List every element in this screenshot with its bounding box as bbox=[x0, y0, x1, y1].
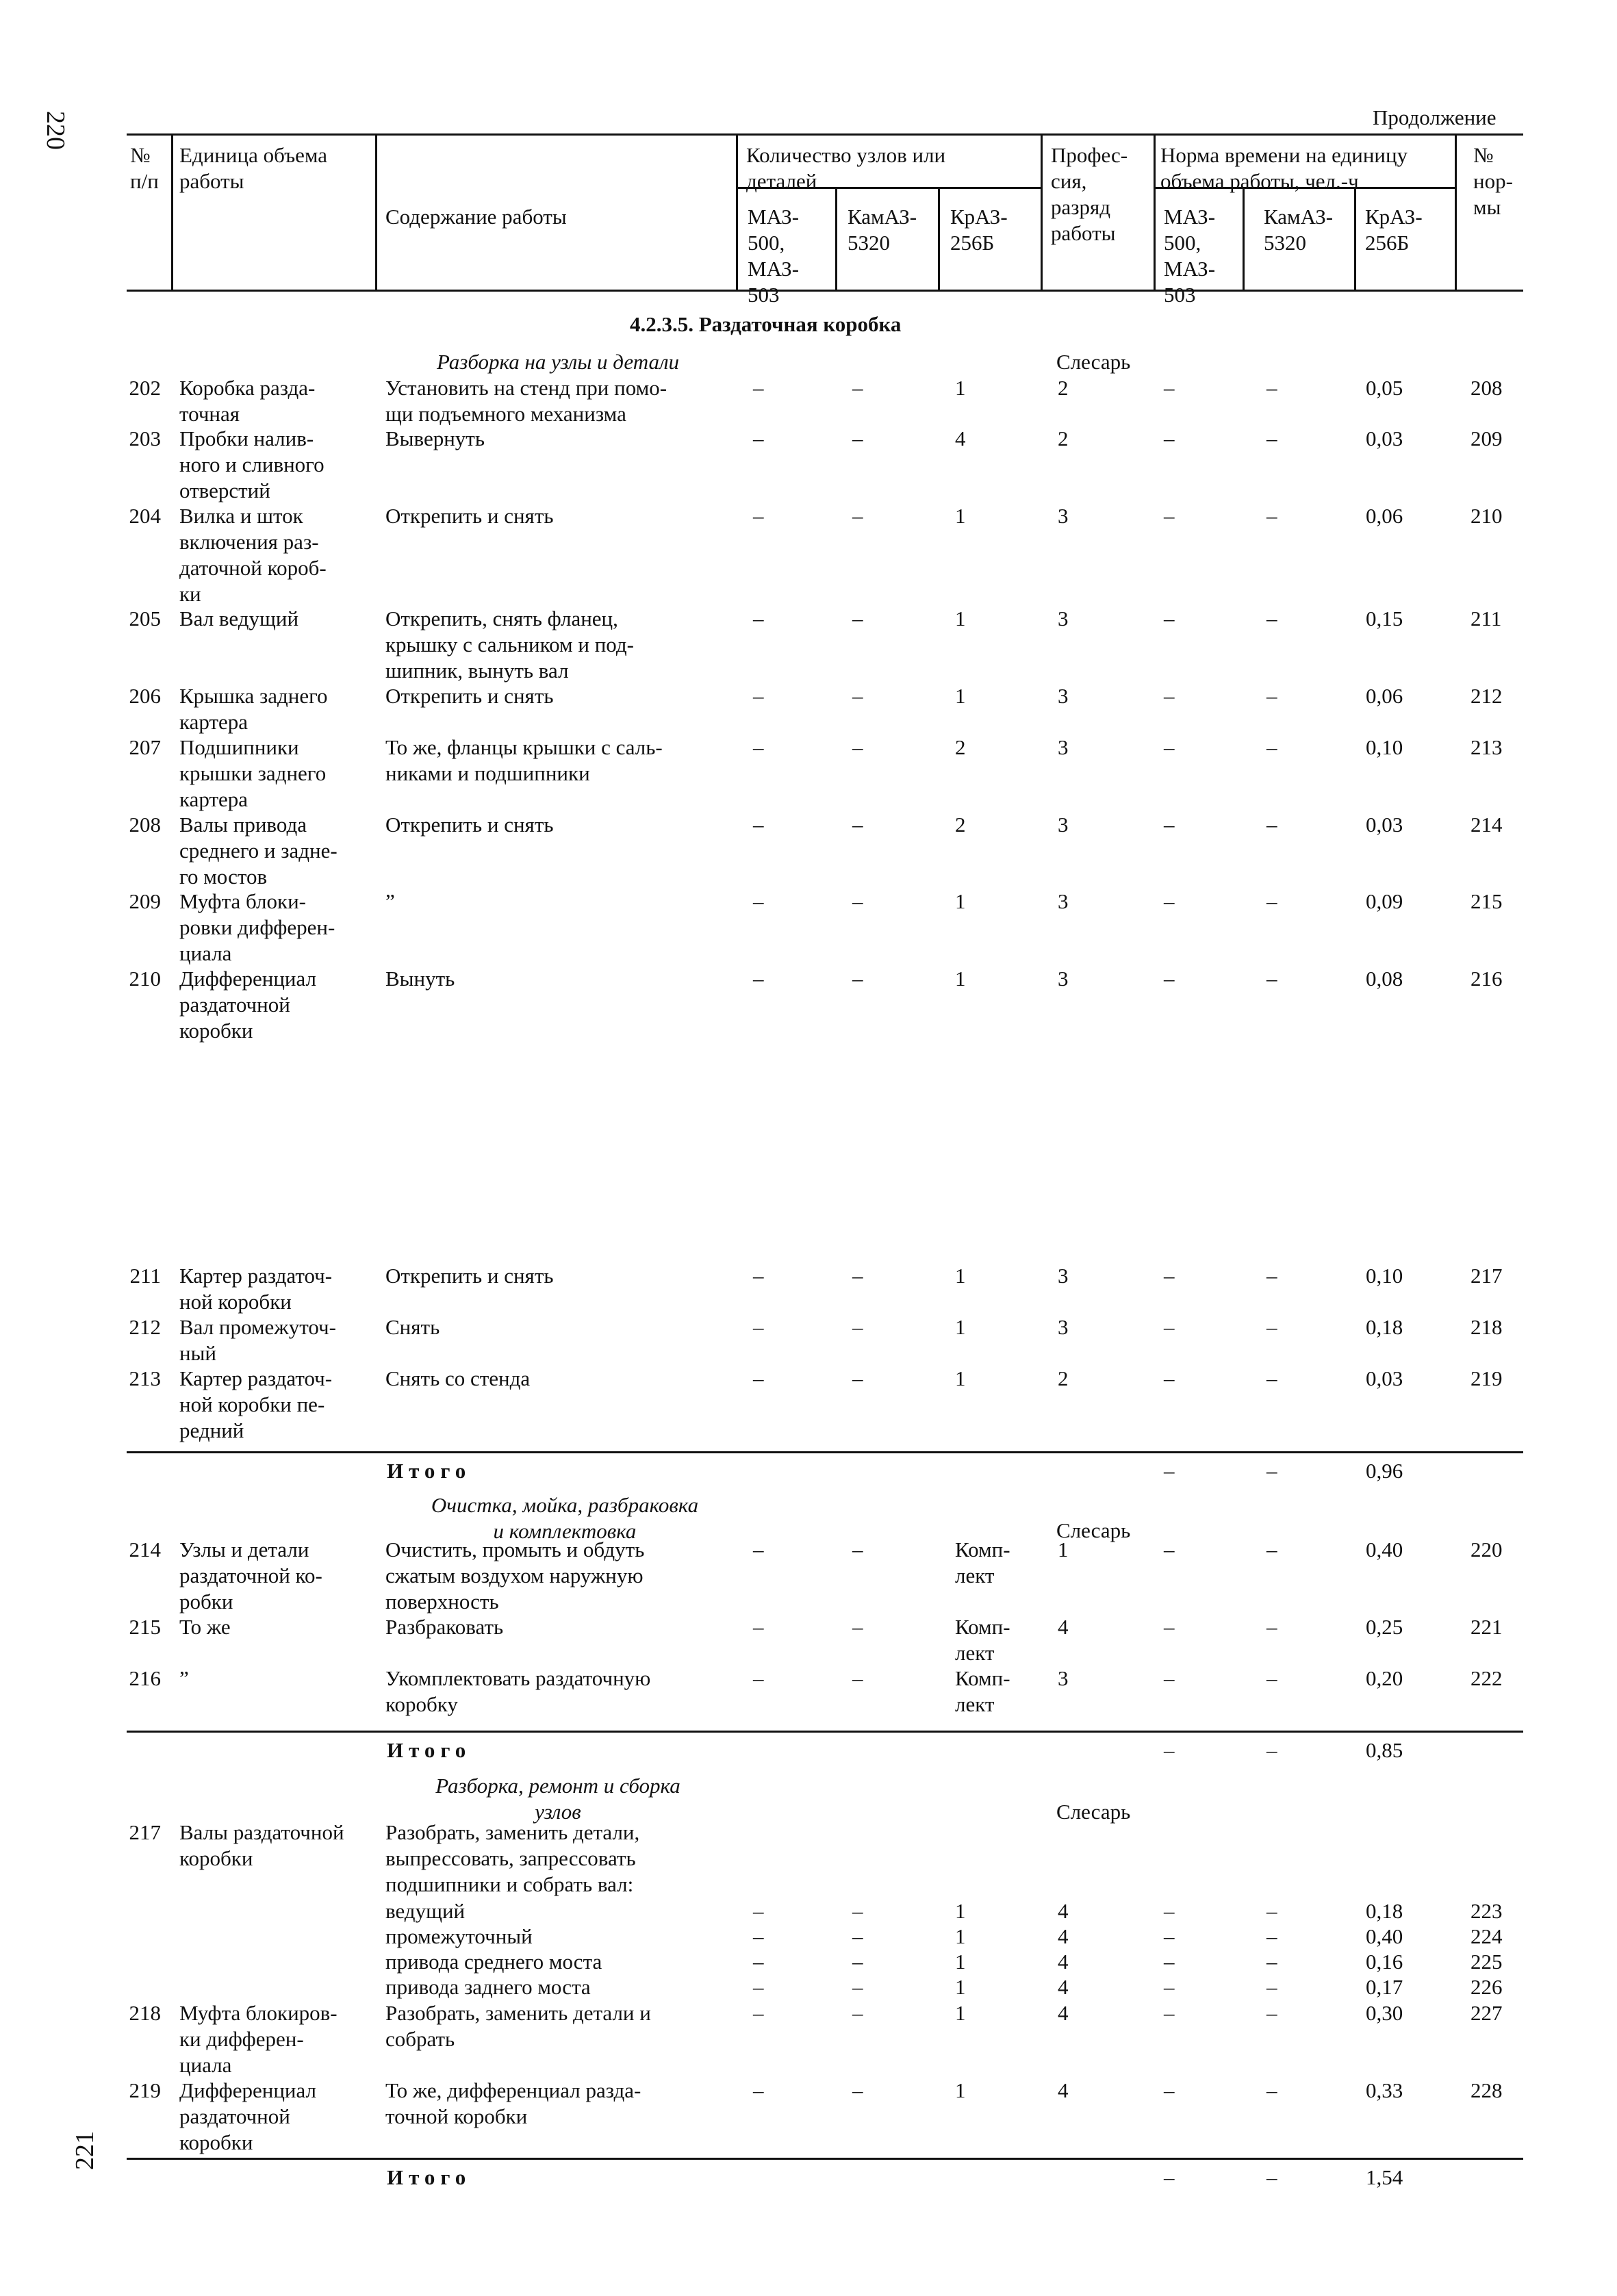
row-content: Установить на стенд при помо- щи подъемного механизма bbox=[385, 376, 667, 426]
row-grade: 2 bbox=[1058, 1366, 1069, 1390]
continuation-label: Продолжение bbox=[1373, 105, 1497, 129]
row-norm-maz: – bbox=[1164, 1924, 1175, 1948]
row-qty-kamaz: – bbox=[852, 1975, 863, 1999]
row-number: 216 bbox=[129, 1666, 161, 1690]
header-norm-kamaz: КамАЗ- 5320 bbox=[1264, 205, 1334, 255]
row-norm-kamaz: – bbox=[1266, 1975, 1277, 1999]
row-norm-kamaz: – bbox=[1266, 2078, 1277, 2102]
row-norm-kraz: 0,40 bbox=[1366, 1924, 1403, 1948]
row-content: Вынуть bbox=[385, 967, 455, 991]
row-number: 215 bbox=[129, 1615, 161, 1639]
row-norm-number: 217 bbox=[1470, 1264, 1503, 1288]
row-content: Очистить, промыть и обдуть сжатым воздухом наружную поверхность bbox=[385, 1538, 645, 1613]
row-norm-number: 211 bbox=[1470, 607, 1502, 630]
row-norm-kraz: 0,30 bbox=[1366, 2001, 1403, 2025]
row-qty-maz: – bbox=[753, 376, 764, 400]
row-unit: Дифференциал раздаточной коробки bbox=[179, 967, 317, 1043]
header-content: Содержание работы bbox=[385, 205, 567, 229]
header-qty-kamaz: КамАЗ- 5320 bbox=[848, 205, 917, 255]
row-norm-kraz: 0,17 bbox=[1366, 1975, 1403, 1999]
row-norm-maz: – bbox=[1164, 1315, 1175, 1339]
row-norm-kraz: 0,03 bbox=[1366, 813, 1403, 837]
total-value: – bbox=[1164, 2165, 1175, 2189]
row-norm-number: 220 bbox=[1470, 1538, 1503, 1561]
row-grade: 4 bbox=[1058, 1924, 1069, 1948]
row-content: привода среднего моста bbox=[385, 1950, 602, 1974]
subsection-profession: Слесарь bbox=[1056, 350, 1131, 374]
row-qty-maz: – bbox=[753, 684, 764, 708]
row-qty-kamaz: – bbox=[852, 1366, 863, 1390]
row-grade: 3 bbox=[1058, 967, 1069, 991]
row-grade: 1 bbox=[1058, 1538, 1069, 1561]
total-value: 0,85 bbox=[1366, 1738, 1403, 1762]
row-qty-maz: – bbox=[753, 2078, 764, 2102]
row-norm-kraz: 0,09 bbox=[1366, 889, 1403, 913]
row-number: 212 bbox=[129, 1315, 161, 1339]
header-qty-kraz: КрАЗ- 256Б bbox=[950, 205, 1008, 255]
row-norm-number: 212 bbox=[1470, 684, 1503, 708]
row-qty-kamaz: – bbox=[852, 967, 863, 991]
row-norm-number: 219 bbox=[1470, 1366, 1503, 1390]
row-unit: Картер раздаточ- ной коробки bbox=[179, 1264, 333, 1314]
row-qty-kraz: 1 bbox=[955, 684, 966, 708]
row-qty-maz: – bbox=[753, 1899, 764, 1923]
row-grade: 3 bbox=[1058, 1315, 1069, 1339]
total-value: – bbox=[1266, 1738, 1277, 1762]
row-qty-kamaz: – bbox=[852, 607, 863, 630]
row-content: ведущий bbox=[385, 1899, 466, 1923]
row-norm-kamaz: – bbox=[1266, 1899, 1277, 1923]
row-norm-maz: – bbox=[1164, 1366, 1175, 1390]
row-content: Разобрать, заменить детали и собрать bbox=[385, 2001, 651, 2051]
header-norm-kraz: КрАЗ- 256Б bbox=[1365, 205, 1423, 255]
total-label: Итого bbox=[387, 1459, 472, 1483]
row-grade: 4 bbox=[1058, 2078, 1069, 2102]
row-qty-kraz: 1 bbox=[955, 504, 966, 528]
row-norm-number: 218 bbox=[1470, 1315, 1503, 1339]
total-value: – bbox=[1164, 1738, 1175, 1762]
row-qty-maz: – bbox=[753, 1264, 764, 1288]
row-unit: Картер раздаточ- ной коробки пе- редний bbox=[179, 1366, 333, 1442]
row-number: 205 bbox=[129, 607, 161, 630]
row-norm-maz: – bbox=[1164, 889, 1175, 913]
row-norm-kraz: 0,03 bbox=[1366, 1366, 1403, 1390]
row-number: 209 bbox=[129, 889, 161, 913]
row-qty-kraz: 1 bbox=[955, 967, 966, 991]
total-value: – bbox=[1164, 1459, 1175, 1483]
row-qty-maz: – bbox=[753, 1924, 764, 1948]
row-norm-kamaz: – bbox=[1266, 504, 1277, 528]
row-norm-number: 216 bbox=[1470, 967, 1503, 991]
row-number: 208 bbox=[129, 813, 161, 837]
row-unit: То же bbox=[179, 1615, 231, 1639]
header-norm: Норма времени на единицу объема работы, чел.-ч bbox=[1160, 143, 1408, 193]
total-value: – bbox=[1266, 1459, 1277, 1483]
row-norm-maz: – bbox=[1164, 1899, 1175, 1923]
row-qty-kraz: 2 bbox=[955, 813, 966, 837]
row-qty-maz: – bbox=[753, 967, 764, 991]
row-norm-kamaz: – bbox=[1266, 889, 1277, 913]
row-qty-kamaz: – bbox=[852, 1924, 863, 1948]
row-qty-kraz: 1 bbox=[955, 2078, 966, 2102]
row-qty-kraz: 1 bbox=[955, 1264, 966, 1288]
row-unit: Коробка разда- точная bbox=[179, 376, 316, 426]
row-qty-kraz: 1 bbox=[955, 1315, 966, 1339]
subsection-title: Очистка, мойка, разбраковка и комплектовка bbox=[431, 1493, 699, 1543]
row-norm-maz: – bbox=[1164, 2001, 1175, 2025]
row-qty-kamaz: – bbox=[852, 1950, 863, 1974]
row-number: 207 bbox=[129, 735, 161, 759]
row-qty-kamaz: – bbox=[852, 2078, 863, 2102]
row-norm-kamaz: – bbox=[1266, 1315, 1277, 1339]
row-qty-kamaz: – bbox=[852, 1666, 863, 1690]
subsection-profession: Слесарь bbox=[1056, 1800, 1131, 1824]
row-unit: Муфта блоки- ровки дифферен- циала bbox=[179, 889, 335, 965]
row-grade: 4 bbox=[1058, 2001, 1069, 2025]
row-norm-kamaz: – bbox=[1266, 684, 1277, 708]
row-content: Укомплектовать раздаточную коробку bbox=[385, 1666, 651, 1716]
row-qty-kamaz: – bbox=[852, 1899, 863, 1923]
row-norm-maz: – bbox=[1164, 684, 1175, 708]
row-qty-kraz: 1 bbox=[955, 1366, 966, 1390]
row-norm-kraz: 0,10 bbox=[1366, 735, 1403, 759]
row-qty-maz: – bbox=[753, 813, 764, 837]
row-unit: Валы раздаточной коробки bbox=[179, 1820, 344, 1870]
total-separator bbox=[127, 1731, 1523, 1733]
header-unit: Единица объема работы bbox=[179, 143, 328, 193]
row-norm-number: 215 bbox=[1470, 889, 1503, 913]
row-norm-maz: – bbox=[1164, 1975, 1175, 1999]
row-unit: Крышка заднего картера bbox=[179, 684, 328, 734]
row-grade: 3 bbox=[1058, 607, 1069, 630]
row-content: Открепить и снять bbox=[385, 684, 554, 708]
row-number: 219 bbox=[129, 2078, 161, 2102]
row-norm-number: 224 bbox=[1470, 1924, 1503, 1948]
row-norm-number: 209 bbox=[1470, 426, 1503, 450]
row-qty-kamaz: – bbox=[852, 504, 863, 528]
row-norm-kamaz: – bbox=[1266, 376, 1277, 400]
row-norm-maz: – bbox=[1164, 504, 1175, 528]
row-qty-kamaz: – bbox=[852, 735, 863, 759]
row-grade: 3 bbox=[1058, 889, 1069, 913]
row-unit: Валы привода среднего и задне- го мостов bbox=[179, 813, 338, 889]
row-norm-kraz: 0,20 bbox=[1366, 1666, 1403, 1690]
row-qty-maz: – bbox=[753, 2001, 764, 2025]
row-grade: 3 bbox=[1058, 813, 1069, 837]
page-number-bottom: 221 bbox=[71, 2131, 99, 2170]
row-qty-maz: – bbox=[753, 735, 764, 759]
row-norm-kamaz: – bbox=[1266, 1264, 1277, 1288]
row-qty-kamaz: – bbox=[852, 376, 863, 400]
row-norm-number: 213 bbox=[1470, 735, 1503, 759]
row-qty-kraz: 1 bbox=[955, 2001, 966, 2025]
row-qty-kraz: 1 bbox=[955, 376, 966, 400]
row-qty-maz: – bbox=[753, 1615, 764, 1639]
row-qty-kamaz: – bbox=[852, 813, 863, 837]
row-number: 218 bbox=[129, 2001, 161, 2025]
total-separator bbox=[127, 2158, 1523, 2160]
row-qty-kamaz: – bbox=[852, 889, 863, 913]
row-content: Разбраковать bbox=[385, 1615, 504, 1639]
row-qty-kraz: 1 bbox=[955, 1899, 966, 1923]
row-norm-kraz: 0,06 bbox=[1366, 504, 1403, 528]
row-number: 204 bbox=[129, 504, 161, 528]
row-norm-kraz: 0,18 bbox=[1366, 1315, 1403, 1339]
row-qty-kraz: Комп- лект bbox=[955, 1666, 1010, 1716]
row-unit: Вал промежуточ- ный bbox=[179, 1315, 336, 1365]
row-norm-maz: – bbox=[1164, 376, 1175, 400]
row-number: 210 bbox=[129, 967, 161, 991]
row-unit: Узлы и детали раздаточной ко- робки bbox=[179, 1538, 322, 1613]
row-qty-maz: – bbox=[753, 1538, 764, 1561]
row-norm-kraz: 0,40 bbox=[1366, 1538, 1403, 1561]
row-content: Вывернуть bbox=[385, 426, 485, 450]
row-grade: 3 bbox=[1058, 735, 1069, 759]
row-grade: 4 bbox=[1058, 1615, 1069, 1639]
header-qty-maz: МАЗ- 500, МАЗ- 503 bbox=[748, 205, 800, 307]
row-norm-kraz: 0,08 bbox=[1366, 967, 1403, 991]
row-norm-number: 228 bbox=[1470, 2078, 1503, 2102]
row-qty-kraz: 1 bbox=[955, 889, 966, 913]
row-grade: 4 bbox=[1058, 1975, 1069, 1999]
row-number: 217 bbox=[129, 1820, 161, 1844]
row-norm-maz: – bbox=[1164, 1264, 1175, 1288]
total-label: Итого bbox=[387, 1738, 472, 1762]
row-number: 213 bbox=[129, 1366, 161, 1390]
row-grade: 2 bbox=[1058, 376, 1069, 400]
row-norm-number: 227 bbox=[1470, 2001, 1503, 2025]
row-unit: ” bbox=[179, 1666, 189, 1690]
row-grade: 3 bbox=[1058, 1666, 1069, 1690]
row-norm-kamaz: – bbox=[1266, 735, 1277, 759]
row-norm-number: 222 bbox=[1470, 1666, 1503, 1690]
row-norm-number: 210 bbox=[1470, 504, 1503, 528]
row-number: 203 bbox=[129, 426, 161, 450]
row-norm-kamaz: – bbox=[1266, 1924, 1277, 1948]
row-grade: 2 bbox=[1058, 426, 1069, 450]
row-norm-maz: – bbox=[1164, 735, 1175, 759]
row-norm-kamaz: – bbox=[1266, 1615, 1277, 1639]
header-norm-maz: МАЗ- 500, МАЗ- 503 bbox=[1164, 205, 1216, 307]
row-norm-kraz: 0,06 bbox=[1366, 684, 1403, 708]
row-norm-kraz: 0,18 bbox=[1366, 1899, 1403, 1923]
row-norm-maz: – bbox=[1164, 813, 1175, 837]
row-unit: Дифференциал раздаточной коробки bbox=[179, 2078, 317, 2154]
row-content: Открепить и снять bbox=[385, 1264, 554, 1288]
row-qty-kraz: 1 bbox=[955, 1950, 966, 1974]
row-unit: Вал ведущий bbox=[179, 607, 299, 630]
row-qty-kraz: 1 bbox=[955, 1924, 966, 1948]
row-norm-kamaz: – bbox=[1266, 426, 1277, 450]
row-norm-maz: – bbox=[1164, 1615, 1175, 1639]
row-qty-kraz: 2 bbox=[955, 735, 966, 759]
row-qty-kraz: Комп- лект bbox=[955, 1615, 1010, 1665]
row-norm-number: 225 bbox=[1470, 1950, 1503, 1974]
row-norm-number: 223 bbox=[1470, 1899, 1503, 1923]
row-content: То же, фланцы крышки с саль- никами и подшипники bbox=[385, 735, 663, 785]
total-label: Итого bbox=[387, 2165, 472, 2189]
row-content: привода заднего моста bbox=[385, 1975, 591, 1999]
row-norm-kamaz: – bbox=[1266, 813, 1277, 837]
row-norm-kamaz: – bbox=[1266, 967, 1277, 991]
header-profession: Профес- сия, разряд работы bbox=[1051, 143, 1128, 245]
row-unit: Вилка и шток включения раз- даточной короб- ки bbox=[179, 504, 327, 606]
row-unit: Пробки налив- ного и сливного отверстий bbox=[179, 426, 324, 502]
total-separator bbox=[127, 1451, 1523, 1453]
subsection-profession: Слесарь bbox=[1056, 1518, 1131, 1542]
row-qty-maz: – bbox=[753, 1366, 764, 1390]
row-norm-kamaz: – bbox=[1266, 1366, 1277, 1390]
row-norm-kraz: 0,25 bbox=[1366, 1615, 1403, 1639]
row-norm-kamaz: – bbox=[1266, 2001, 1277, 2025]
row-qty-kamaz: – bbox=[852, 1264, 863, 1288]
row-grade: 3 bbox=[1058, 504, 1069, 528]
row-norm-kraz: 0,16 bbox=[1366, 1950, 1403, 1974]
row-norm-kraz: 0,03 bbox=[1366, 426, 1403, 450]
row-grade: 3 bbox=[1058, 1264, 1069, 1288]
subsection-title: Разборка, ремонт и сборка узлов bbox=[435, 1774, 680, 1824]
row-qty-maz: – bbox=[753, 607, 764, 630]
row-norm-kraz: 0,10 bbox=[1366, 1264, 1403, 1288]
row-norm-maz: – bbox=[1164, 1538, 1175, 1561]
row-norm-maz: – bbox=[1164, 967, 1175, 991]
row-norm-maz: – bbox=[1164, 607, 1175, 630]
row-number: 202 bbox=[129, 376, 161, 400]
row-qty-kamaz: – bbox=[852, 684, 863, 708]
row-qty-maz: – bbox=[753, 1315, 764, 1339]
row-qty-kraz: Комп- лект bbox=[955, 1538, 1010, 1587]
row-content: Разобрать, заменить детали, выпрессовать, запрессовать подшипники и собрать вал: bbox=[385, 1820, 640, 1896]
section-title: 4.2.3.5. Раздаточная коробка bbox=[630, 312, 902, 336]
row-qty-kamaz: – bbox=[852, 1315, 863, 1339]
total-value: 0,96 bbox=[1366, 1459, 1403, 1483]
row-norm-maz: – bbox=[1164, 2078, 1175, 2102]
row-content: Открепить, снять фланец, крышку с сальником и под- шипник, вынуть вал bbox=[385, 607, 634, 683]
row-qty-kamaz: – bbox=[852, 2001, 863, 2025]
row-grade: 4 bbox=[1058, 1899, 1069, 1923]
row-content: То же, дифференциал разда- точной коробки bbox=[385, 2078, 641, 2128]
row-norm-number: 221 bbox=[1470, 1615, 1503, 1639]
row-norm-number: 226 bbox=[1470, 1975, 1503, 1999]
row-norm-kamaz: – bbox=[1266, 1950, 1277, 1974]
row-norm-number: 208 bbox=[1470, 376, 1503, 400]
row-norm-kamaz: – bbox=[1266, 607, 1277, 630]
row-number: 206 bbox=[129, 684, 161, 708]
subsection-title: Разборка на узлы и детали bbox=[436, 350, 680, 374]
row-unit: Муфта блокиров- ки дифферен- циала bbox=[179, 2001, 338, 2077]
row-grade: 4 bbox=[1058, 1950, 1069, 1974]
row-qty-kamaz: – bbox=[852, 1538, 863, 1561]
row-qty-maz: – bbox=[753, 1975, 764, 1999]
page-number-top: 220 bbox=[41, 111, 70, 150]
header-num: № п/п bbox=[130, 143, 159, 193]
total-value: – bbox=[1266, 2165, 1277, 2189]
row-norm-number: 214 bbox=[1470, 813, 1503, 837]
row-qty-kraz: 1 bbox=[955, 1975, 966, 1999]
row-number: 214 bbox=[129, 1538, 161, 1561]
row-number: 211 bbox=[129, 1264, 161, 1288]
row-qty-kraz: 1 bbox=[955, 607, 966, 630]
row-norm-kamaz: – bbox=[1266, 1538, 1277, 1561]
row-content: ” bbox=[385, 889, 395, 913]
row-content: промежуточный bbox=[385, 1924, 533, 1948]
row-norm-kraz: 0,05 bbox=[1366, 376, 1403, 400]
row-qty-maz: – bbox=[753, 1666, 764, 1690]
row-grade: 3 bbox=[1058, 684, 1069, 708]
row-norm-maz: – bbox=[1164, 1666, 1175, 1690]
row-qty-maz: – bbox=[753, 1950, 764, 1974]
row-qty-maz: – bbox=[753, 504, 764, 528]
row-qty-kamaz: – bbox=[852, 426, 863, 450]
row-qty-maz: – bbox=[753, 426, 764, 450]
row-norm-maz: – bbox=[1164, 426, 1175, 450]
row-content: Открепить и снять bbox=[385, 504, 554, 528]
row-norm-kamaz: – bbox=[1266, 1666, 1277, 1690]
row-content: Снять со стенда bbox=[385, 1366, 531, 1390]
header-norm-number: № нор- мы bbox=[1473, 143, 1513, 219]
row-qty-kamaz: – bbox=[852, 1615, 863, 1639]
row-qty-maz: – bbox=[753, 889, 764, 913]
row-norm-kraz: 0,15 bbox=[1366, 607, 1403, 630]
row-norm-maz: – bbox=[1164, 1950, 1175, 1974]
total-value: 1,54 bbox=[1366, 2165, 1403, 2189]
row-content: Снять bbox=[385, 1315, 440, 1339]
row-unit: Подшипники крышки заднего картера bbox=[179, 735, 327, 811]
header-quantity: Количество узлов или деталей bbox=[746, 143, 946, 193]
row-norm-kraz: 0,33 bbox=[1366, 2078, 1403, 2102]
row-content: Открепить и снять bbox=[385, 813, 554, 837]
row-qty-kraz: 4 bbox=[955, 426, 966, 450]
